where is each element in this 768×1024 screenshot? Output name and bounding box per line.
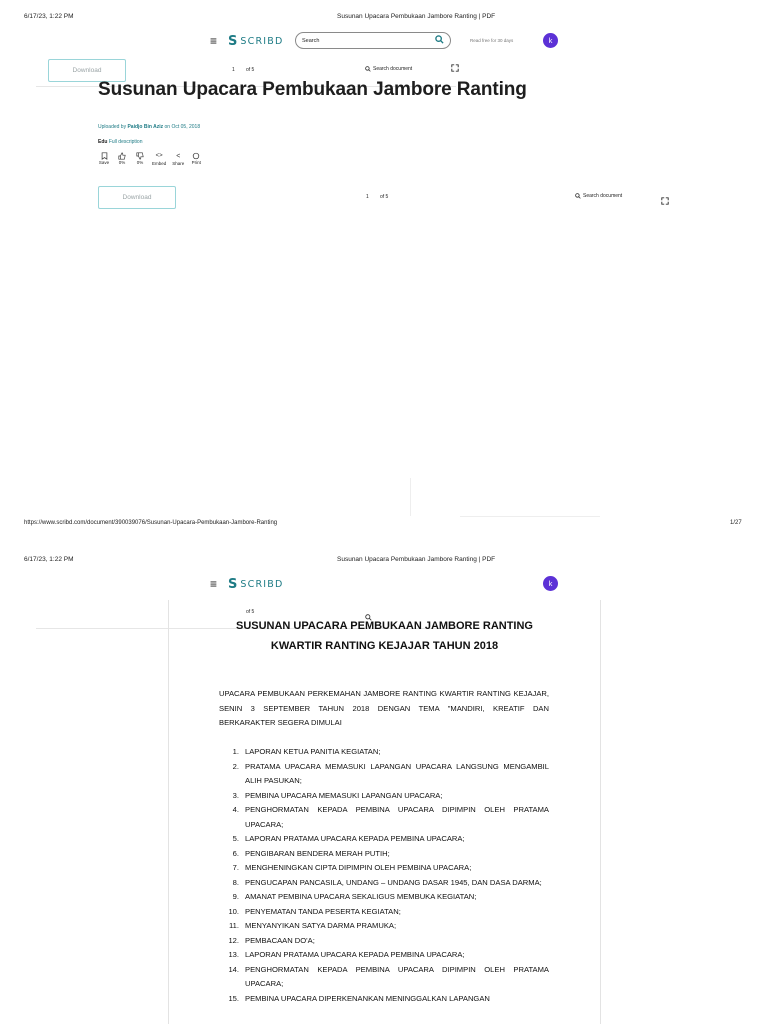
ceremony-list [219, 745, 549, 1006]
share-icon: < [176, 153, 181, 160]
viewer-bottom-line [460, 516, 600, 517]
save-label: Save [98, 160, 110, 165]
save-button[interactable] [98, 152, 110, 166]
search-icon [575, 193, 581, 199]
print-icon [192, 152, 200, 160]
list-number: 8. [232, 877, 239, 887]
list-item [219, 789, 549, 804]
list-text: PENYEMATAN TANDA PESERTA KEGIATAN; [245, 906, 401, 916]
menu-icon-2[interactable]: ≡ [210, 577, 218, 591]
list-number: 2. [232, 761, 239, 771]
list-item [219, 992, 549, 1007]
search-input[interactable] [295, 32, 451, 49]
list-number: 15. [228, 993, 239, 1003]
scribd-logo-text: SCRIBD [240, 36, 284, 47]
list-number: 13. [228, 950, 239, 959]
sticky-search-document[interactable] [365, 66, 412, 72]
expand-icon[interactable] [451, 64, 459, 74]
list-number: 3. [232, 790, 239, 800]
list-text: MENGHENINGKAN CIPTA DIPIMPIN OLEH PEMBINA UPACARA; [245, 863, 472, 872]
print-page-number: 1/27 [730, 520, 742, 526]
scribd-logo-icon: S [228, 577, 238, 592]
list-number: 14. [228, 964, 239, 974]
list-number: 7. [232, 863, 239, 872]
list-item [219, 919, 549, 934]
list-text: PENGIBARAN BENDERA MERAH PUTIH; [245, 848, 390, 858]
list-text: PENGHORMATAN KEPADA PEMBINA UPACARA DIPIMPIN OLEH PRATAMA UPACARA; [245, 805, 549, 829]
share-label: Share [172, 161, 185, 166]
embed-label: Embed [152, 161, 167, 166]
list-text: LAPORAN PRATAMA UPACARA KEPADA PEMBINA UPACARA; [245, 950, 465, 959]
dislike-percent: 0% [136, 160, 144, 165]
scribd-logo-icon: S [228, 34, 238, 49]
uploaded-prefix: Uploaded by [98, 124, 127, 130]
thumbs-up-icon [118, 152, 126, 160]
list-number: 5. [232, 834, 239, 843]
bookmark-icon [101, 152, 108, 160]
list-text: PEMBINA UPACARA DIPERKENANKAN MENINGGALKAN LAPANGAN [245, 993, 490, 1003]
list-number: 12. [228, 935, 239, 945]
dislike-button[interactable] [134, 152, 146, 166]
sticky-download-button[interactable]: Download [48, 59, 126, 82]
search-document[interactable] [575, 193, 622, 199]
document-heading-2: KWARTIR RANTING KEJAJAR TAHUN 2018 [270, 640, 499, 652]
search-icon [365, 66, 371, 72]
sticky-page-of: of 5 [246, 67, 255, 73]
list-item [219, 745, 549, 760]
page-of: of 5 [380, 194, 389, 200]
list-number: 9. [232, 892, 239, 901]
list-number: 6. [232, 848, 239, 858]
list-number: 10. [228, 906, 239, 916]
list-text: PENGUCAPAN PANCASILA, UNDANG – UNDANG DASAR 1945, DAN DASA DARMA; [245, 877, 542, 887]
list-item [219, 876, 549, 891]
print-timestamp: 6/17/23, 1:22 PM [24, 13, 74, 20]
print-url: https://www.scribd.com/document/390039076/Susunan-Upacara-Pembukaan-Jambore-Ranting [24, 520, 278, 526]
category-tag[interactable]: Edu [98, 139, 108, 145]
list-text: PEMBINA UPACARA MEMASUKI LAPANGAN UPACARA; [245, 790, 443, 800]
user-avatar[interactable]: k [543, 33, 558, 48]
viewer-divider [410, 478, 411, 516]
print-page-title-2: Susunan Upacara Pembukaan Jambore Ranting | PDF [337, 556, 496, 563]
list-text: MENYANYIKAN SATYA DARMA PRAMUKA; [245, 921, 397, 930]
category-row [98, 139, 142, 145]
list-item [219, 948, 549, 963]
list-item [219, 890, 549, 905]
like-button[interactable] [116, 152, 128, 166]
document-heading-1: SUSUNAN UPACARA PEMBUKAAN JAMBORE RANTING [235, 620, 533, 629]
uploaded-date: on Oct 05, 2018 [164, 124, 201, 130]
heading-clip [168, 618, 601, 629]
scribd-logo-text-2: SCRIBD [240, 579, 284, 590]
download-button[interactable]: Download [98, 186, 176, 209]
sticky-page-current[interactable]: 1 [232, 67, 235, 73]
embed-button[interactable] [152, 152, 166, 166]
document-intro: UPACARA PEMBUKAAN PERKEMAHAN JAMBORE RANTING KWARTIR RANTING KEJAJAR, SENIN 3 SEPTEMBER TAHUN 2018 DENGAN TEMA "MANDIRI, KREATIF DAN BERKARAKTER SEGERA DIMULAI [219, 689, 549, 727]
print-page-title: Susunan Upacara Pembukaan Jambore Ranting | PDF [337, 13, 496, 20]
list-item [219, 832, 549, 847]
list-text: PENGHORMATAN KEPADA PEMBINA UPACARA DIPIMPIN OLEH PRATAMA UPACARA; [245, 964, 549, 988]
list-item [219, 847, 549, 862]
sticky-search-label: Search document [373, 66, 413, 72]
list-number: 1. [232, 747, 239, 756]
list-text: PEMBACAAN DO'A; [245, 935, 315, 945]
list-item [219, 760, 549, 789]
page-current[interactable]: 1 [366, 194, 369, 200]
read-free-trial-link[interactable]: Read free for 30 days [470, 38, 514, 43]
document-actions [98, 152, 202, 166]
scribd-logo-2[interactable] [228, 577, 283, 592]
search-placeholder: Search [302, 37, 320, 44]
scribd-logo[interactable] [228, 34, 283, 49]
list-item [219, 803, 549, 832]
print-button[interactable] [190, 152, 202, 166]
full-description-link[interactable]: Full description [108, 139, 143, 145]
uploaded-by [98, 124, 200, 130]
search-icon[interactable] [435, 35, 444, 47]
list-text: LAPORAN PRATAMA UPACARA KEPADA PEMBINA UPACARA; [245, 834, 465, 843]
fullscreen-icon[interactable] [661, 192, 669, 210]
like-percent: 0% [118, 160, 126, 165]
embed-icon: <> [155, 153, 163, 159]
list-text: AMANAT PEMBINA UPACARA SEKALIGUS MEMBUKA KEGIATAN; [245, 892, 477, 901]
print-timestamp-2: 6/17/23, 1:22 PM [24, 556, 74, 563]
search-document-label: Search document [583, 193, 623, 199]
user-avatar-2[interactable]: k [543, 576, 558, 591]
list-number: 11. [229, 921, 239, 930]
list-item [219, 934, 549, 949]
list-text: LAPORAN KETUA PANITIA KEGIATAN; [245, 747, 381, 756]
list-item [219, 963, 549, 992]
list-number: 4. [232, 805, 239, 814]
menu-icon[interactable]: ≡ [210, 34, 218, 48]
print-label: Print [191, 160, 201, 165]
list-text: PRATAMA UPACARA MEMASUKI LAPANGAN UPACARA LANGSUNG MENGAMBIL ALIH PASUKAN; [245, 761, 549, 785]
page-of-2: of 5 [246, 609, 255, 615]
list-item [219, 861, 549, 876]
share-button[interactable] [172, 152, 184, 166]
thumbs-down-icon [136, 152, 144, 160]
list-item [219, 905, 549, 920]
document-title: Susunan Upacara Pembukaan Jambore Ranting [98, 79, 527, 100]
uploader-link[interactable]: Paidjo Bin Aziz [127, 124, 164, 130]
